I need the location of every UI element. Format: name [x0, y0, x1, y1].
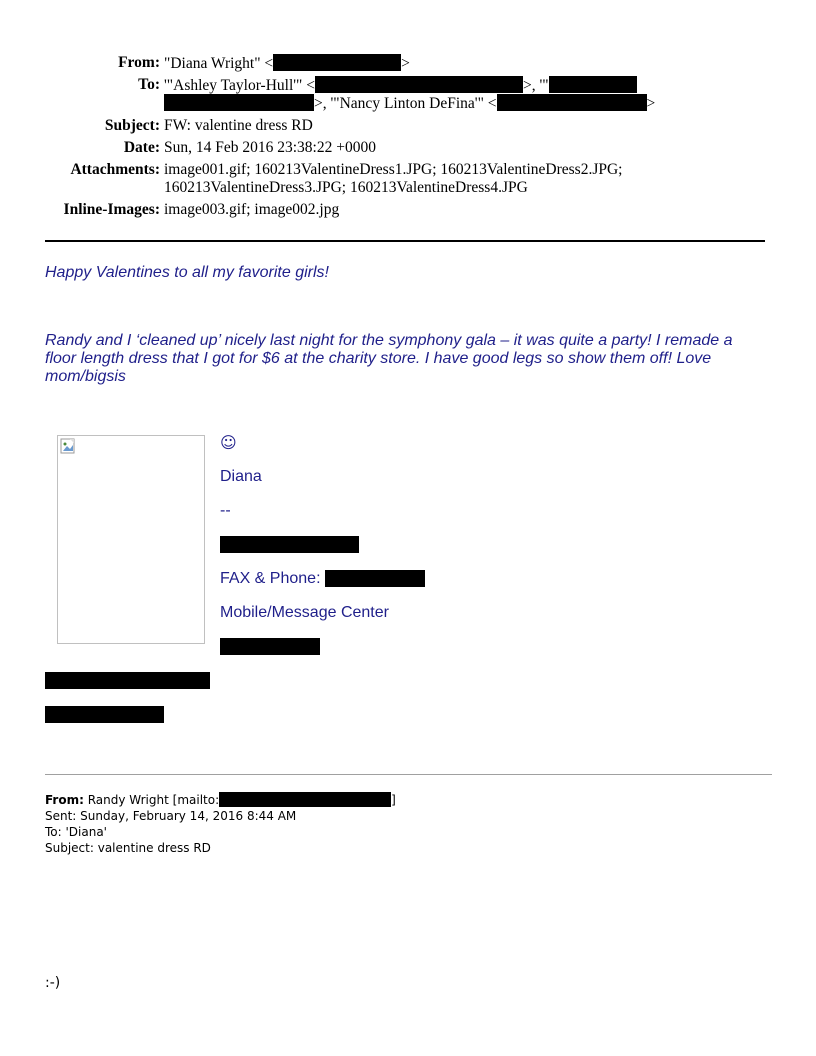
- redacted-block: [45, 706, 164, 723]
- to-separator: >, '": [523, 77, 549, 94]
- signature-fax-label: FAX & Phone:: [220, 570, 321, 587]
- to-close: >: [646, 95, 656, 112]
- redacted-block: [315, 76, 523, 93]
- broken-image-icon: [60, 438, 76, 454]
- subject-label: Subject:: [104, 117, 160, 134]
- message-greeting: Happy Valentines to all my favorite girls!: [45, 264, 329, 281]
- from-value: [164, 54, 410, 73]
- to-value-line2: [164, 94, 655, 113]
- redacted-block: [325, 570, 425, 587]
- closing-smiley: :-): [45, 975, 61, 991]
- to-name-2: >, '"Nancy Linton DeFina'" <: [314, 95, 497, 112]
- inline-images-label: Inline-Images:: [63, 201, 160, 218]
- subject-value: FW: valentine dress RD: [164, 117, 313, 134]
- forwarded-from-value: Randy Wright [mailto:: [87, 793, 220, 807]
- redacted-block: [219, 792, 391, 807]
- date-value: Sun, 14 Feb 2016 23:38:22 +0000: [164, 139, 376, 156]
- date-label: Date:: [123, 139, 160, 156]
- forward-divider: [45, 774, 772, 775]
- signature-dashes: --: [220, 502, 231, 519]
- redacted-block: [220, 638, 320, 655]
- attachments-line2[interactable]: 160213ValentineDress3.JPG; 160213ValentineDress4.JPG: [164, 179, 528, 196]
- forwarded-from-label: From:: [45, 793, 84, 807]
- signature-name: Diana: [220, 468, 262, 485]
- forwarded-sent: Sent: Sunday, February 14, 2016 8:44 AM: [45, 809, 297, 823]
- redacted-block: [45, 672, 210, 689]
- attachments-label: Attachments:: [70, 161, 160, 178]
- forwarded-to: To: 'Diana': [45, 825, 107, 839]
- inline-images-value[interactable]: image003.gif; image002.jpg: [164, 201, 340, 218]
- to-value-line1: [164, 76, 637, 95]
- forwarded-subject: Subject: valentine dress RD: [45, 841, 211, 855]
- to-label: To:: [138, 76, 160, 93]
- signature-emoji: ☺: [220, 433, 237, 452]
- redacted-block: [273, 54, 401, 71]
- to-name-1: '"Ashley Taylor-Hull'" <: [164, 77, 316, 94]
- forwarded-from-close: ]: [391, 793, 396, 807]
- message-paragraph: Randy and I ‘cleaned up’ nicely last night for the symphony gala – it was quite a party! I remade a floor length dress that I got for $6 at the charity store. I have good legs so show them off! Love mom/bigsis: [45, 332, 733, 385]
- from-name: "Diana Wright" <: [164, 55, 274, 72]
- attachments-line1[interactable]: image001.gif; 160213ValentineDress1.JPG; 160213ValentineDress2.JPG;: [164, 161, 623, 178]
- header-divider: [45, 240, 765, 242]
- from-close: >: [401, 55, 410, 72]
- broken-image-placeholder: [57, 435, 205, 644]
- redacted-block: [164, 94, 314, 111]
- from-label: From:: [118, 54, 160, 71]
- redacted-block: [549, 76, 637, 93]
- signature-mobile-label: Mobile/Message Center: [220, 604, 389, 621]
- forwarded-from: [45, 792, 396, 808]
- redacted-block: [497, 94, 647, 111]
- redacted-block: [220, 536, 359, 553]
